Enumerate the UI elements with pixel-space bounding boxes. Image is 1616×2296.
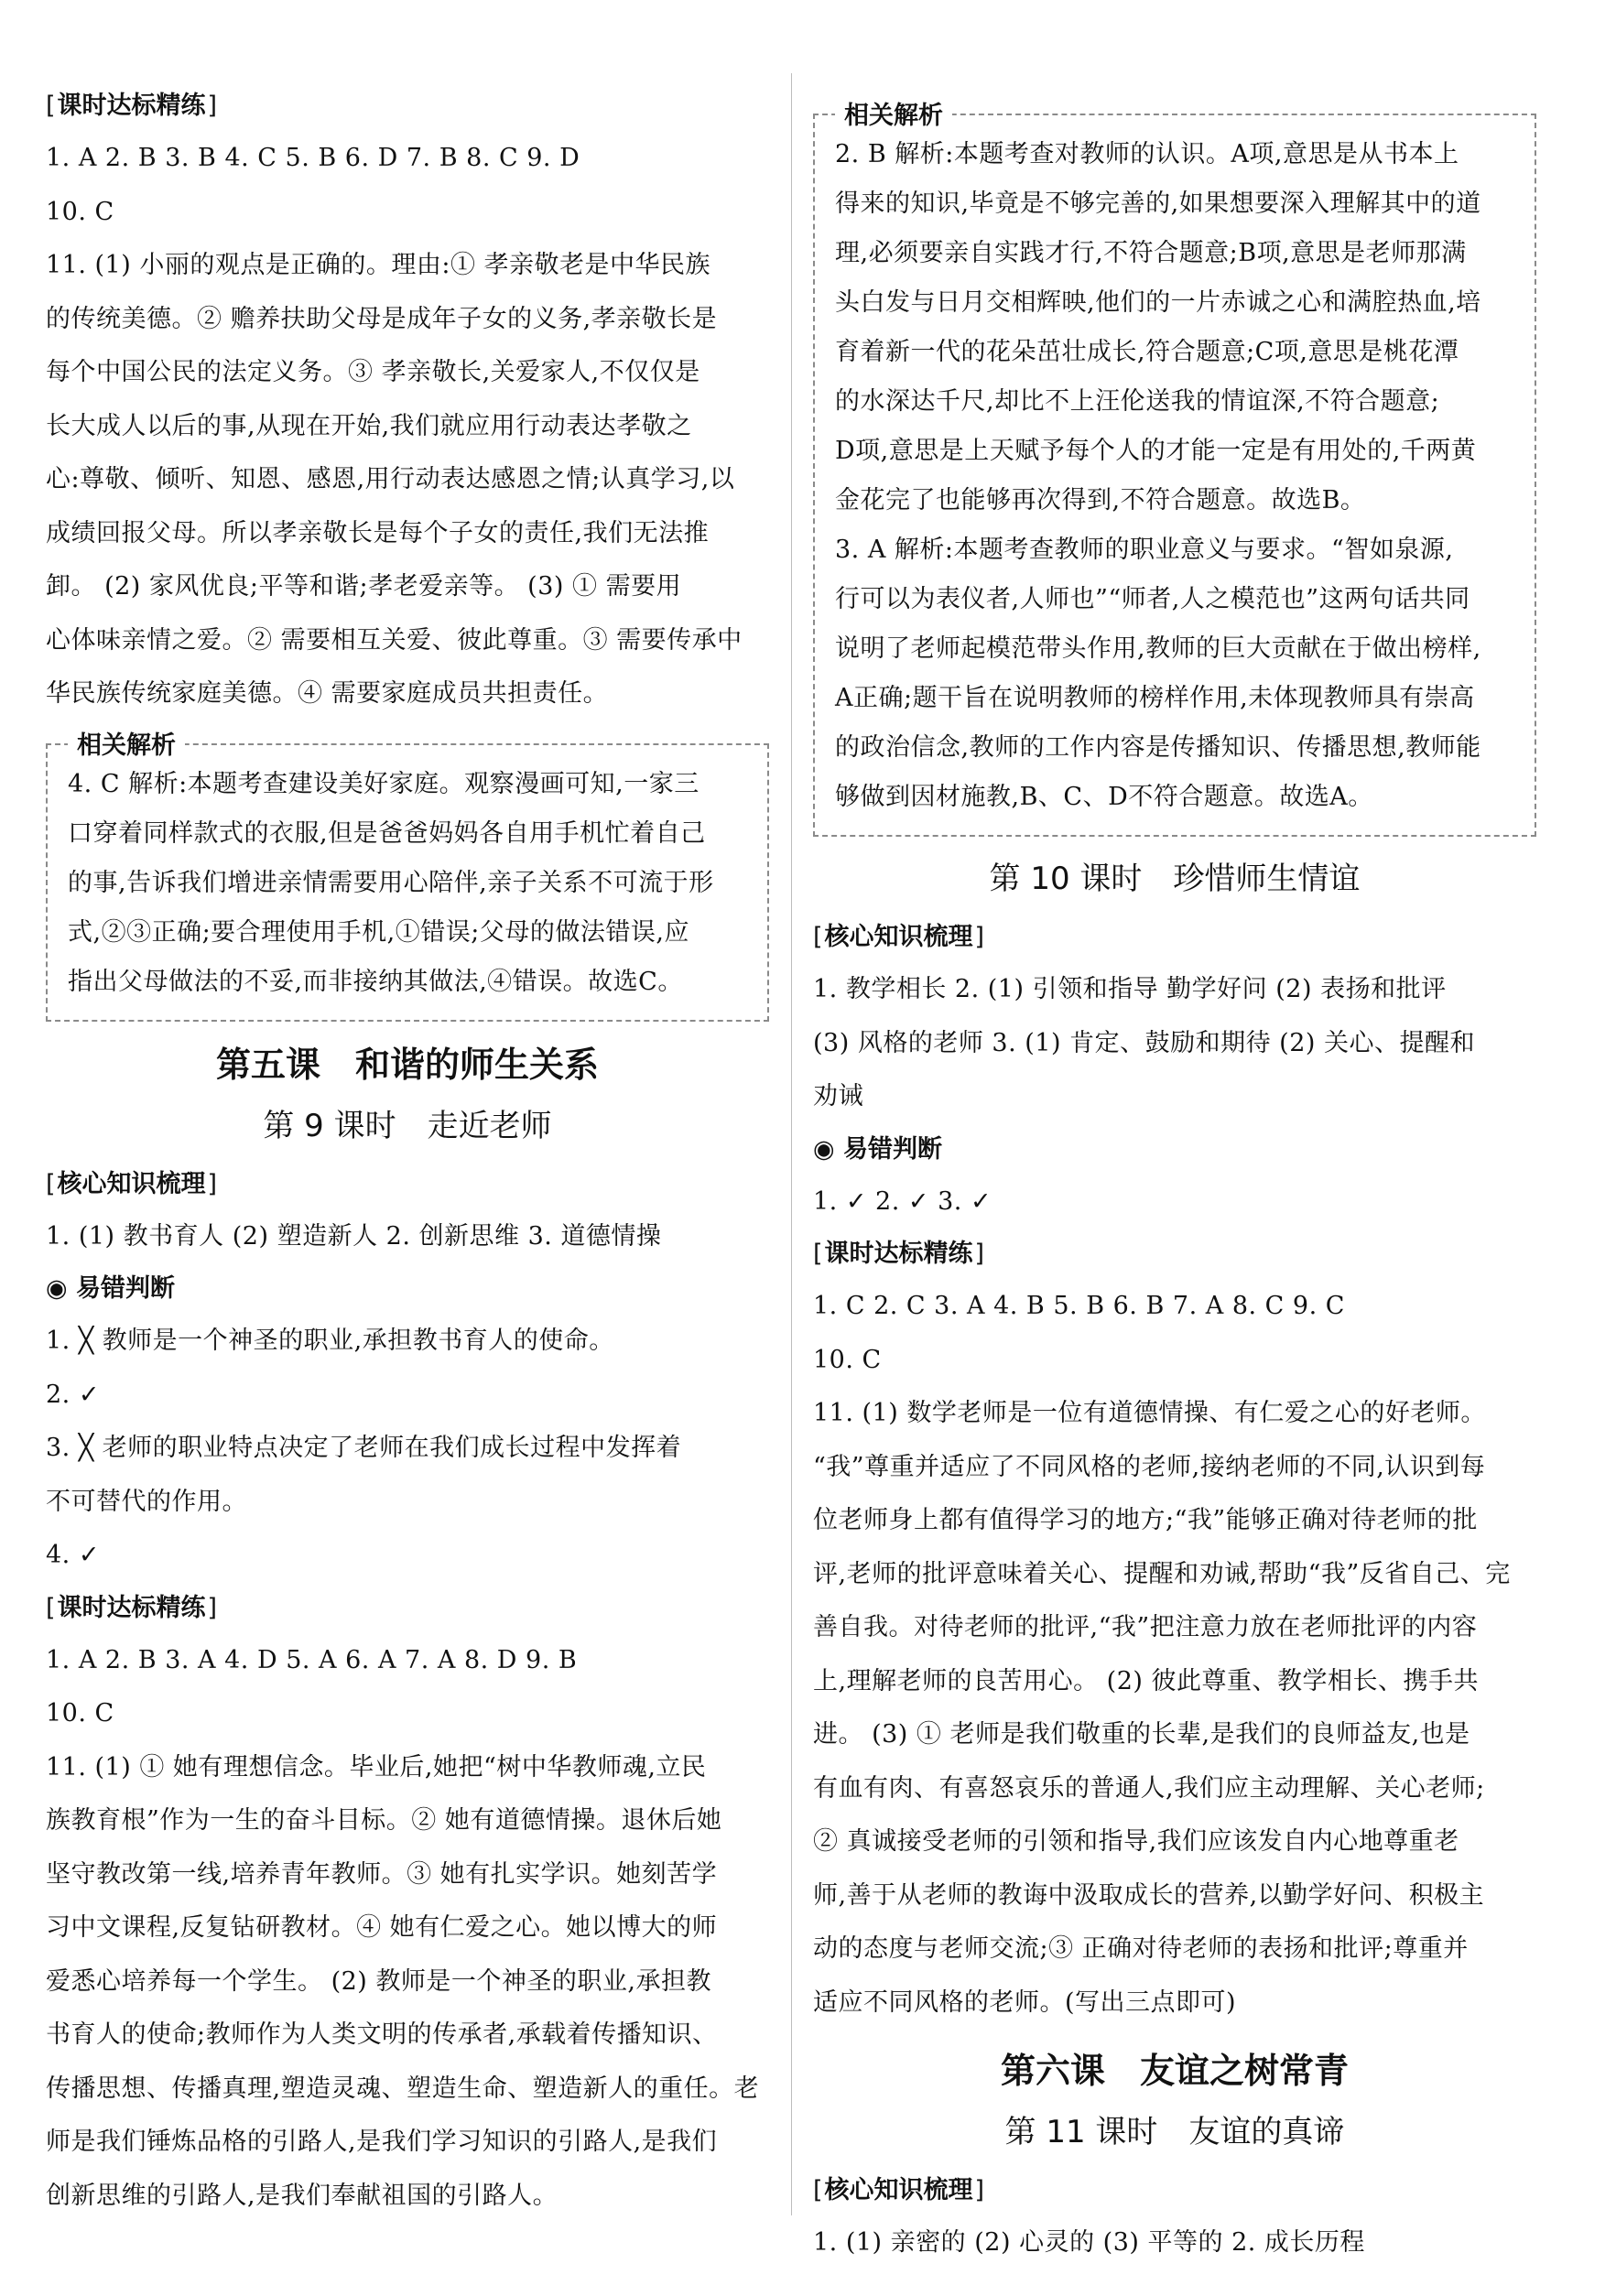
text-line: 10. C (46, 197, 114, 226)
text-line: 劝诫 (813, 1082, 863, 1110)
text-line: 理,必须要亲自实践才行,不符合题意;B项,意思是老师那满 (835, 239, 1467, 267)
text-line: 的水深达千尺,却比不上汪伦送我的情谊深,不符合题意; (835, 387, 1440, 416)
text-line: 师是我们锤炼品格的引路人,是我们学习知识的引路人,是我们 (46, 2128, 718, 2156)
text-line: 书育人的使命;教师作为人类文明的传承者,承载着传播知识、 (46, 2020, 718, 2049)
text-line: 1. ✓ 2. ✓ 3. ✓ (813, 1186, 992, 1216)
lesson-title: 第五课 和谐的师生关系 (215, 1044, 599, 1085)
text-line: “我”尊重并适应了不同风格的老师,接纳老师的不同,认识到每 (813, 1452, 1486, 1481)
text-line: (3) 风格的老师 3. (1) 肯定、鼓励和期待 (2) 关心、提醒和 (813, 1028, 1475, 1057)
text-line: 3. ╳ 老师的职业特点决定了老师在我们成长过程中发挥着 (46, 1434, 682, 1462)
text-line: 1. A 2. B 3. A 4. D 5. A 6. A 7. A 8. D 9. B (46, 1645, 578, 1674)
text-line: 传播思想、传播真理,塑造灵魂、塑造生命、塑造新人的重任。老 (46, 2074, 760, 2103)
section-tag-core: [ 核心知识梳理 ] (46, 1159, 769, 1210)
text-line: 评,老师的批评意味着关心、提醒和劝诫,帮助“我”反省自己、完 (813, 1559, 1511, 1588)
text-line: 不可替代的作用。 (46, 1487, 247, 1516)
text-line: 行可以为表仪者,人师也”“师者,人之模范也”这两句话共同 (835, 585, 1470, 613)
text-line: 金花完了也能够再次得到,不符合题意。故选B。 (835, 486, 1366, 514)
text-line: 10. C (46, 1699, 114, 1727)
text-line: A正确;题干旨在说明教师的榜样作用,未体现教师具有崇高 (835, 684, 1475, 712)
text-line: 心体味亲情之爱。② 需要相互关爱、彼此尊重。③ 需要传承中 (46, 625, 743, 655)
text-line: ② 真诚接受老师的引领和指导,我们应该发自内心地尊重老 (813, 1827, 1459, 1856)
text-line: 心:尊敬、倾听、知恩、感恩,用行动表达感恩之情;认真学习,以 (46, 465, 735, 493)
text-line: 有血有肉、有喜怒哀乐的普通人,我们应主动理解、关心老师; (813, 1773, 1485, 1803)
text-line: 的传统美德。② 赡养扶助父母是成年子女的义务,孝亲敬长是 (46, 304, 718, 333)
text-line: 头白发与日月交相辉映,他们的一片赤诚之心和满腔热血,培 (835, 288, 1481, 317)
period-title: 第 10 课时 珍惜师生情谊 (989, 861, 1361, 897)
analysis-box-label: 相关解析 (68, 725, 185, 761)
text-line: 的政治信念,教师的工作内容是传播知识、传播思想,教师能 (835, 733, 1481, 762)
column-divider (791, 73, 792, 2215)
text-line: 坚守教改第一线,培养青年教师。③ 她有扎实学识。她刻苦学 (46, 1859, 718, 1889)
right-column (813, 81, 1536, 2270)
text-line: 指出父母做法的不妥,而非接纳其做法,④错误。故选C。 (68, 967, 683, 996)
text-line: 卸。 (2) 家风优良;平等和谐;孝老爱亲等。 (3) ① 需要用 (46, 572, 682, 601)
period-title: 第 11 课时 友谊的真谛 (1004, 2114, 1345, 2150)
text-line: 创新思维的引路人,是我们奉献祖国的引路人。 (46, 2181, 559, 2210)
section-tag-practice: [ 课时达标精练 ] (46, 1583, 769, 1634)
text-line: 师,善于从老师的教诲中汲取成长的营养,以勤学好问、积极主 (813, 1880, 1485, 1910)
text-line: 得来的知识,毕竟是不够完善的,如果想要深入理解其中的道 (835, 190, 1481, 218)
text-line: 10. C (813, 1345, 882, 1374)
text-line: 1. ╳ 教师是一个神圣的职业,承担教书育人的使命。 (46, 1327, 614, 1355)
text-line: 习中文课程,反复钻研教材。④ 她有仁爱之心。她以博大的师 (46, 1913, 718, 1942)
text-line: 1. A 2. B 3. B 4. C 5. B 6. D 7. B 8. C 9. D (46, 144, 580, 172)
analysis-box (813, 102, 1536, 837)
lesson-title: 第六课 友谊之树常青 (1000, 2051, 1349, 2091)
text-line: 够做到因材施教,B、C、D不符合题意。故选A。 (835, 783, 1373, 811)
text-line: 动的态度与老师交流;③ 正确对待老师的表扬和批评;尊重并 (813, 1934, 1469, 1963)
practice-answers-block (46, 132, 769, 721)
text-line: 爱悉心培养每一个学生。 (2) 教师是一个神圣的职业,承担教 (46, 1966, 711, 1996)
text-line: 适应不同风格的老师。(写出三点即可) (813, 1987, 1237, 2017)
text-line: 华民族传统家庭美德。④ 需要家庭成员共担责任。 (46, 679, 609, 708)
text-line: 族教育根”作为一生的奋斗目标。② 她有道德情操。退休后她 (46, 1806, 722, 1835)
section-tag-core: [ 核心知识梳理 ] (813, 912, 1536, 963)
text-line: 2. ✓ (46, 1380, 100, 1409)
text-line: 2. B 解析:本题考查对教师的认识。A项,意思是从书本上 (835, 140, 1459, 168)
text-line: 口穿着同样款式的衣服,但是爸爸妈妈各自用手机忙着自己 (68, 818, 706, 848)
analysis-box (46, 731, 769, 1022)
text-line: 11. (1) 小丽的观点是正确的。理由:① 孝亲敬老是中华民族 (46, 251, 711, 279)
text-line: 的事,告诉我们增进亲情需要用心陪伴,亲子关系不可流于形 (68, 868, 714, 897)
section-tag-practice: [ 课时达标精练 ] (46, 81, 769, 132)
text-line: 长大成人以后的事,从现在开始,我们就应用行动表达孝敬之 (46, 411, 692, 440)
text-line: 1. (1) 教书育人 (2) 塑造新人 2. 创新思维 3. 道德情操 (46, 1221, 662, 1251)
judge-heading: ◉ 易错判断 (46, 1274, 175, 1303)
text-line: 进。 (3) ① 老师是我们敬重的长辈,是我们的良师益友,也是 (813, 1720, 1470, 1749)
judge-heading: ◉ 易错判断 (813, 1134, 942, 1164)
text-line: 成绩回报父母。所以孝亲敬长是每个子女的责任,我们无法推 (46, 518, 710, 547)
section-tag-core: [ 核心知识梳理 ] (813, 2165, 1536, 2216)
text-line: 11. (1) ① 她有理想信念。毕业后,她把“树中华教师魂,立民 (46, 1752, 707, 1782)
left-column (46, 81, 769, 2223)
section-tag-practice: [ 课时达标精练 ] (813, 1229, 1536, 1280)
text-line: 4. C 解析:本题考查建设美好家庭。观察漫画可知,一家三 (68, 769, 700, 798)
text-line: 位老师身上都有值得学习的地方;“我”能够正确对待老师的批 (813, 1506, 1478, 1534)
text-line: 善自我。对待老师的批评,“我”把注意力放在老师批评的内容 (813, 1613, 1478, 1641)
text-line: 式,②③正确;要合理使用手机,①错误;父母的做法错误,应 (68, 917, 689, 947)
text-line: 1. (1) 亲密的 (2) 心灵的 (3) 平等的 2. 成长历程 (813, 2228, 1365, 2257)
period-title: 第 9 课时 走近老师 (263, 1107, 552, 1144)
text-line: 4. ✓ (46, 1541, 100, 1569)
text-line: D项,意思是上天赋予每个人的才能一定是有用处的,千两黄 (835, 437, 1477, 465)
text-line: 育着新一代的花朵茁壮成长,符合题意;C项,意思是桃花潭 (835, 338, 1459, 366)
text-line: 1. 教学相长 2. (1) 引领和指导 勤学好问 (2) 表扬和批评 (813, 975, 1447, 1003)
text-line: 每个中国公民的法定义务。③ 孝亲敬长,关爱家人,不仅仅是 (46, 358, 700, 386)
text-line: 11. (1) 数学老师是一位有道德情操、有仁爱之心的好老师。 (813, 1399, 1486, 1427)
text-line: 说明了老师起模范带头作用,教师的巨大贡献在于做出榜样, (835, 634, 1481, 663)
text-line: 1. C 2. C 3. A 4. B 5. B 6. B 7. A 8. C 9. C (813, 1292, 1345, 1320)
text-line: 上,理解老师的良苦用心。 (2) 彼此尊重、教学相长、携手共 (813, 1666, 1479, 1695)
analysis-box-label: 相关解析 (835, 95, 952, 131)
text-line: 3. A 解析:本题考查教师的职业意义与要求。“智如泉源, (835, 536, 1454, 564)
